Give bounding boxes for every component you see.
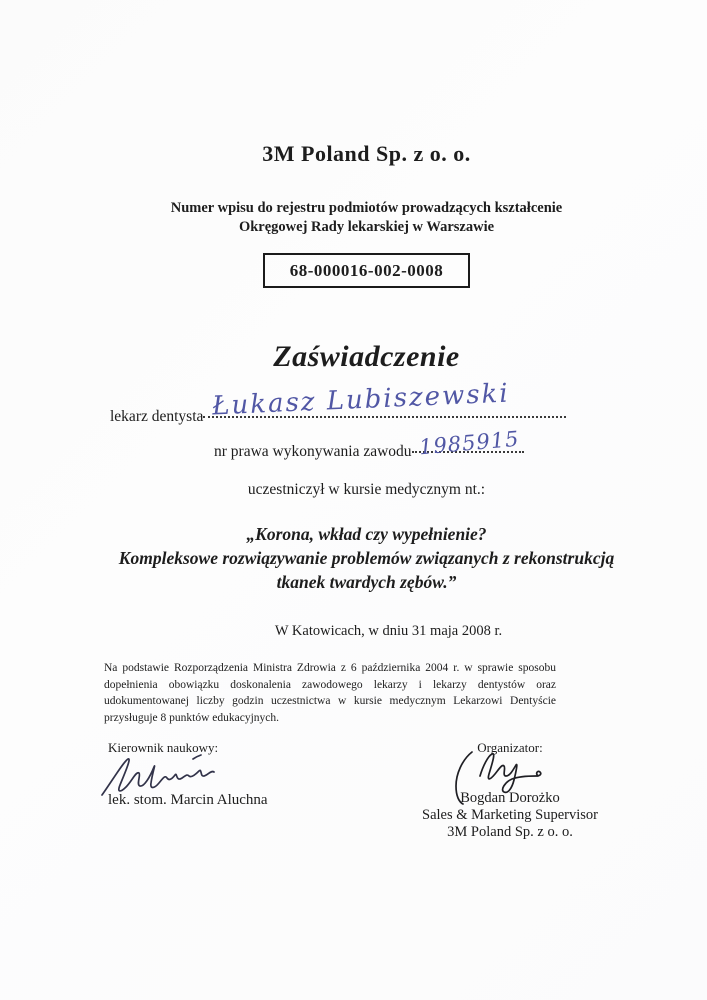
participation-line: uczestniczył w kursie medycznym nt.: — [247, 481, 486, 498]
dentist-label: lekarz dentysta — [110, 408, 204, 425]
right-signatory-title: Sales & Marketing Supervisor — [422, 807, 598, 823]
handwritten-dentist-name: Łukasz Lubiszewski — [211, 378, 511, 422]
left-signatory-name-block — [108, 792, 268, 809]
handwritten-license-number: 1985915 — [418, 426, 521, 460]
document-title: Zaświadczenie — [273, 340, 460, 373]
course-title — [26, 522, 707, 594]
registry-note-line2: Okręgowej Rady lekarskiej w Warszawie — [238, 219, 495, 235]
license-label: nr prawa wykonywania zawodu — [214, 443, 412, 460]
right-signatory-company: 3M Poland Sp. z o. o. — [447, 824, 573, 840]
right-signatory-role: Organizator: — [477, 740, 543, 755]
right-signatory-name-block — [400, 790, 620, 841]
right-signatory-name: Bogdan Dorożko — [460, 790, 560, 806]
course-title-line3: tkanek twardych zębów.” — [276, 572, 457, 592]
registry-note-line1: Numer wpisu do rejestru podmiotów prowadzących kształcenie — [170, 200, 563, 216]
registry-number-box — [263, 253, 470, 288]
legal-basis-text: Na podstawie Rozporządzenia Ministra Zdrowia z 6 października 2004 r. w sprawie sposobu dopełnienia obowiązku doskonalenia zawodowego lekarzy i lekarzy dentystów oraz udokumentowanej liczby godzin uczestnictwa w kursie medycznym Lekarzowi Dentyście przysługuje 8 punktów edukacyjnych. — [104, 662, 556, 724]
registry-note — [26, 199, 707, 237]
company-name: 3M Poland Sp. z o. o. — [262, 141, 471, 166]
left-signatory-role: Kierownik naukowy: — [108, 740, 219, 755]
left-signatory-name: lek. stom. Marcin Aluchna — [108, 792, 268, 808]
place-and-date: W Katowicach, w dniu 31 maja 2008 r. — [274, 623, 503, 639]
course-title-line2: Kompleksowe rozwiązywanie problemów związanych z rekonstrukcją — [118, 548, 615, 568]
registry-number: 68-000016-002-0008 — [289, 260, 444, 280]
course-title-line1: „Korona, wkład czy wypełnienie? — [246, 524, 487, 544]
